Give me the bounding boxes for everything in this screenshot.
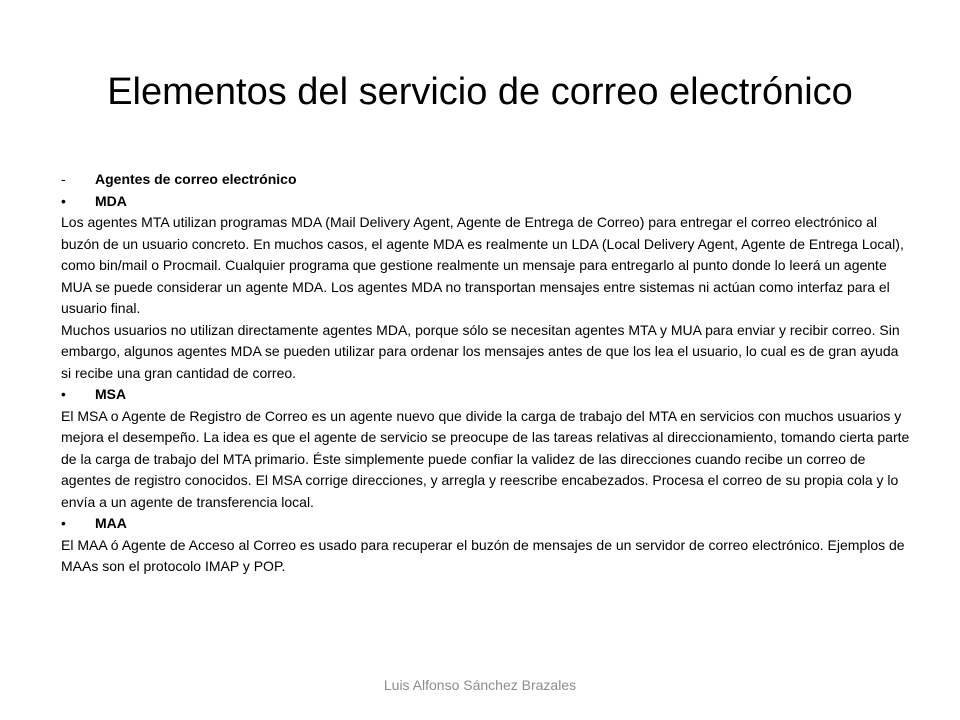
bullet-item-maa bbox=[61, 513, 911, 535]
bullet-icon: • bbox=[61, 386, 66, 402]
dash-marker: - bbox=[61, 171, 66, 187]
bullet-item-mda bbox=[61, 191, 911, 213]
bullet-icon: • bbox=[61, 515, 66, 531]
slide-footer: Luis Alfonso Sánchez Brazales bbox=[383, 677, 577, 693]
section-heading: Agentes de correo electrónico bbox=[95, 171, 297, 187]
bullet-icon: • bbox=[61, 192, 66, 209]
slide-content bbox=[61, 169, 911, 578]
section-header bbox=[61, 169, 911, 191]
paragraph-mda-2: Muchos usuarios no utilizan directamente agentes MDA, porque sólo se necesitan agentes MTA y MUA para enviar y recibir correo. Sin embargo, algunos agentes MDA se pueden utilizar para ordenar los mensajes antes de que los lea el usuario, lo cual es de gran ayuda si recibe una gran cantidad de correo. bbox=[61, 321, 900, 381]
item-heading-mda: MDA bbox=[95, 192, 127, 209]
paragraph-mda-1: Los agentes MTA utilizan programas MDA (Mail Delivery Agent, Agente de Entrega de Correo) para entregar el correo electrónico al buzón de un usuario concreto. En muchos casos, el agente MDA es realmente un LDA (Local Delivery Agent, Agente de Entrega Local), como bin/mail o Procmail. Cualquier programa que gestione realmente un mensaje para entregarlo al punto donde lo leerá un agente MUA se puede considerar un agente MDA. Los agentes MDA no transportan mensajes entre sistemas ni actúan como interfaz para el usuario final. bbox=[61, 214, 904, 316]
slide-title: Elementos del servicio de correo electrónico bbox=[107, 71, 853, 113]
paragraph-maa-1: El MAA ó Agente de Acceso al Correo es usado para recuperar el buzón de mensajes de un servidor de correo electrónico. Ejemplos de MAAs son el protocolo IMAP y POP. bbox=[61, 536, 905, 574]
paragraph-msa-1: El MSA o Agente de Registro de Correo es un agente nuevo que divide la carga de trabajo del MTA en servicios con muchos usuarios y mejora el desempeño. La idea es que el agente de servicio se preocupe de las tareas relativas al direccionamiento, tomando cierta parte de la carga de trabajo del MTA primario. Éste simplemente puede confiar la validez de las direcciones cuando recibe un correo de agentes de registro conocidos. El MSA corrige direcciones, y arregla y reescribe encabezados. Procesa el correo de su propia cola y lo envía a un agente de transferencia local. bbox=[61, 407, 910, 510]
item-heading-maa: MAA bbox=[95, 515, 127, 531]
item-heading-msa: MSA bbox=[95, 386, 127, 402]
bullet-item-msa bbox=[61, 384, 911, 406]
